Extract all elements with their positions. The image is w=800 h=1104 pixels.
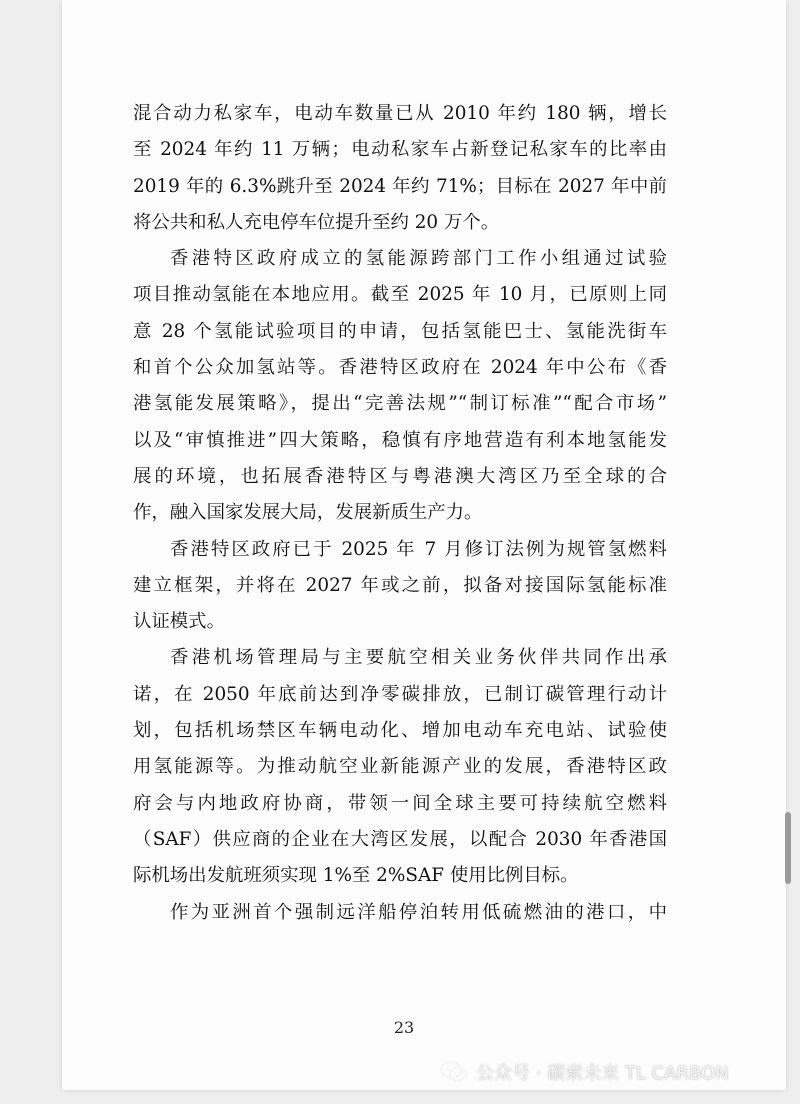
text-line: 香港特区政府已于 2025 年 7 月修订法例为规管氢燃料 <box>170 538 667 560</box>
text-line: 将公共和私人充电停车位提升至约 20 万个。 <box>133 211 500 233</box>
text-line: 至 2024 年约 11 万辆；电动私家车占新登记私家车的比率由 <box>133 139 667 161</box>
watermark <box>440 1056 729 1088</box>
text-line: 用氢能源等。为推动航空业新能源产业的发展，香港特区政 <box>133 756 667 778</box>
text-line: 建立框架，并将在 2027 年或之前，拟备对接国际氢能标准 <box>133 574 667 596</box>
text-line: （SAF）供应商的企业在大湾区发展，以配合 2030 年香港国 <box>133 828 667 850</box>
text-line: 港氢能发展策略》，提出“完善法规”“制订标准”“配合市场” <box>133 393 667 415</box>
wechat-icon <box>440 1061 468 1083</box>
watermark-text: 公众号 · 碳索未来 TL CARBON <box>476 1063 729 1084</box>
text-line: 香港特区政府成立的氢能源跨部门工作小组通过试验 <box>170 248 667 270</box>
text-line: 作，融入国家发展大局，发展新质生产力。 <box>133 502 483 524</box>
text-line: 际机场出发航班须实现 1%至 2%SAF 使用比例目标。 <box>133 865 579 887</box>
scrollbar-thumb[interactable] <box>785 812 791 884</box>
document-body <box>133 96 667 931</box>
paragraph-ev-stats <box>133 96 667 241</box>
text-line: 府会与内地政府协商，带领一间全球主要可持续航空燃料 <box>133 792 667 814</box>
paragraph-airport-authority <box>133 640 667 894</box>
text-line: 诺，在 2050 年底前达到净零碳排放，已制订碳管理行动计 <box>133 683 667 705</box>
text-line: 项目推动氢能在本地应用。截至 2025 年 10 月，已原则上同 <box>133 284 667 306</box>
paragraph-hydrogen-legislation <box>133 532 667 641</box>
text-line: 香港机场管理局与主要航空相关业务伙伴共同作出承 <box>170 647 667 669</box>
paragraph-hydrogen-working-group <box>133 241 667 531</box>
paragraph-port-low-sulphur <box>133 895 667 931</box>
text-line: 和首个公众加氢站等。香港特区政府在 2024 年中公布《香 <box>133 357 667 379</box>
text-line: 作为亚洲首个强制远洋船停泊转用低硫燃油的港口，中 <box>170 901 667 923</box>
text-line: 意 28 个氢能试验项目的申请，包括氢能巴士、氢能洗街车 <box>133 320 667 342</box>
text-line: 展的环境，也拓展香港特区与粤港澳大湾区乃至全球的合 <box>133 465 667 487</box>
text-line: 2019 年的 6.3%跳升至 2024 年约 71%；目标在 2027 年中前 <box>133 175 667 197</box>
text-line: 认证模式。 <box>133 611 225 633</box>
text-line: 以及“审慎推进”四大策略，稳慎有序地营造有利本地氢能发 <box>133 429 667 451</box>
page-number: 23 <box>393 1018 415 1037</box>
text-line: 划，包括机场禁区车辆电动化、增加电动车充电站、试验使 <box>133 720 667 742</box>
text-line: 混合动力私家车，电动车数量已从 2010 年约 180 辆，增长 <box>133 103 667 124</box>
